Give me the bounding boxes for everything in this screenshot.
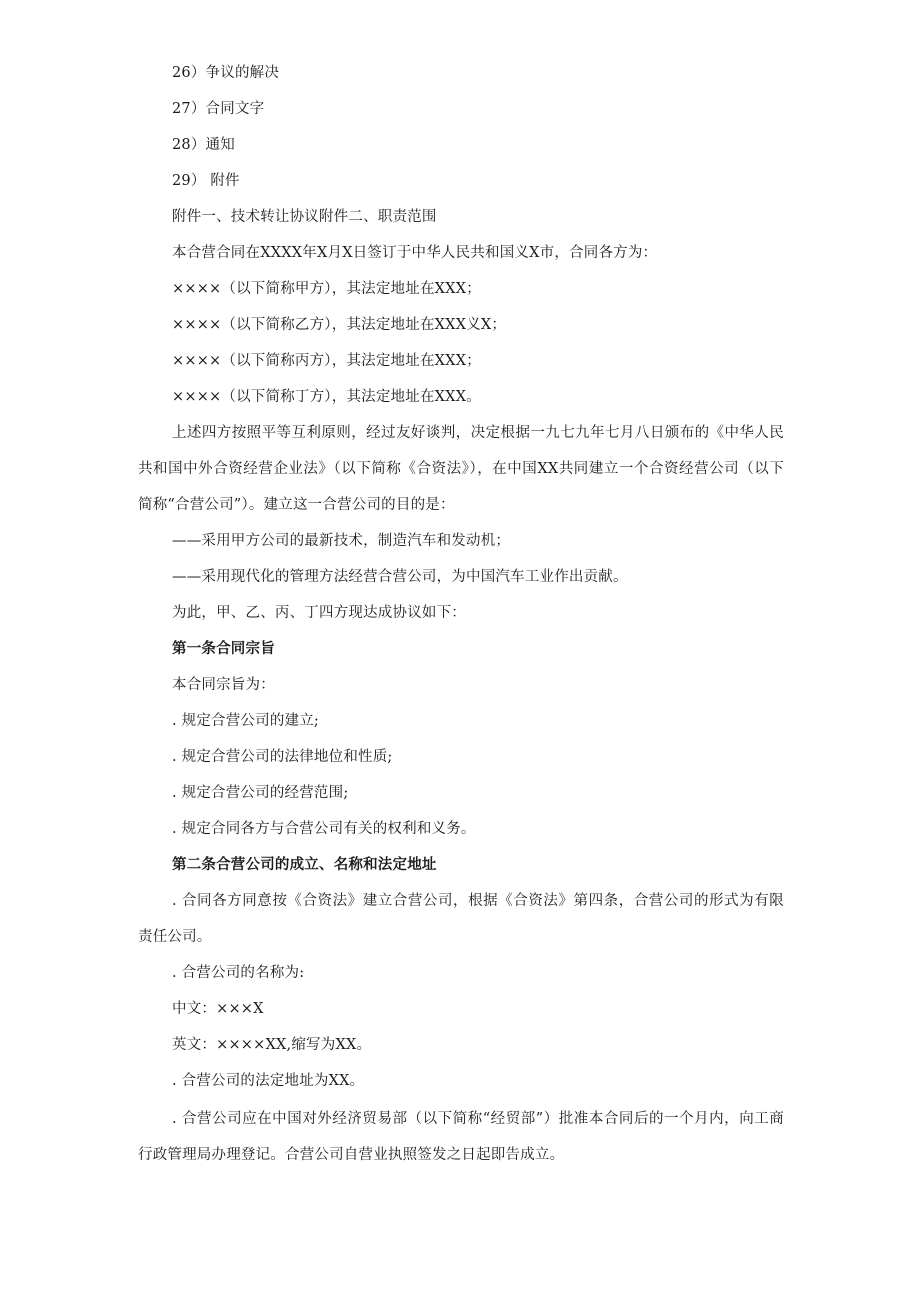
toc-item-27: 27）合同文字 [172, 101, 265, 117]
contract-signing-line: 本合营合同在XXXX年X月X日签订于中华人民共和国义X市，合同各方为： [172, 245, 658, 261]
party-c-line: ××××（以下简称丙方），其法定地址在XXX； [172, 353, 481, 369]
principles-paragraph: 上述四方按照平等互利原则，经过友好谈判，决定根据一九七九年七月八日颁布的《中华人民共和国中外合资经营企业法》（以下简称《合资法》），在中国XX共同建立一个合资经营公司（以下简称“合营公司”）。建立这一合营公司的目的是： [138, 425, 784, 513]
article-1-intro: 本合同宗旨为： [172, 677, 275, 693]
party-b-line: ××××（以下简称乙方），其法定地址在XXX义X； [172, 317, 507, 333]
article-1-item-4: . 规定合同各方与合营公司有关的权利和义务。 [172, 821, 476, 837]
attachments-line: 附件一、技术转让协议附件二、职责范围 [172, 209, 437, 225]
article-2-chinese-name: 中文：×××X [172, 1001, 264, 1017]
article-2-title: 第二条合营公司的成立、名称和法定地址 [172, 857, 437, 873]
article-1-title: 第一条合同宗旨 [172, 641, 275, 657]
article-1-item-2: . 规定合营公司的法律地位和性质; [172, 749, 393, 765]
article-2-english-name: 英文：××××XX,缩写为XX。 [172, 1037, 372, 1053]
agreement-intro: 为此，甲、乙、丙、丁四方现达成协议如下： [172, 605, 466, 621]
article-2-address: . 合营公司的法定地址为XX。 [172, 1073, 365, 1089]
article-1-item-3: . 规定合营公司的经营范围; [172, 785, 349, 801]
article-2-name-label: . 合营公司的名称为: [172, 965, 305, 981]
toc-item-26: 26）争议的解决 [172, 65, 280, 81]
article-1-item-1: . 规定合营公司的建立; [172, 713, 320, 729]
toc-item-29: 29） 附件 [172, 173, 240, 189]
article-2-paragraph-1: . 合同各方同意按《合资法》建立合营公司，根据《合资法》第四条，合营公司的形式为有限责任公司。 [138, 893, 784, 945]
article-2-paragraph-2: . 合营公司应在中国对外经济贸易部（以下简称“经贸部”）批准本合同后的一个月内，向工商行政管理局办理登记。合营公司自营业执照签发之日起即告成立。 [138, 1111, 784, 1163]
purpose-item-2: ——采用现代化的管理方法经营合营公司，为中国汽车工业作出贡献。 [172, 569, 628, 585]
party-d-line: ××××（以下简称丁方），其法定地址在XXX。 [172, 389, 481, 405]
party-a-line: ××××（以下简称甲方），其法定地址在XXX； [172, 281, 481, 297]
toc-item-28: 28）通知 [172, 137, 235, 153]
purpose-item-1: ——采用甲方公司的最新技术，制造汽车和发动机； [172, 533, 511, 549]
